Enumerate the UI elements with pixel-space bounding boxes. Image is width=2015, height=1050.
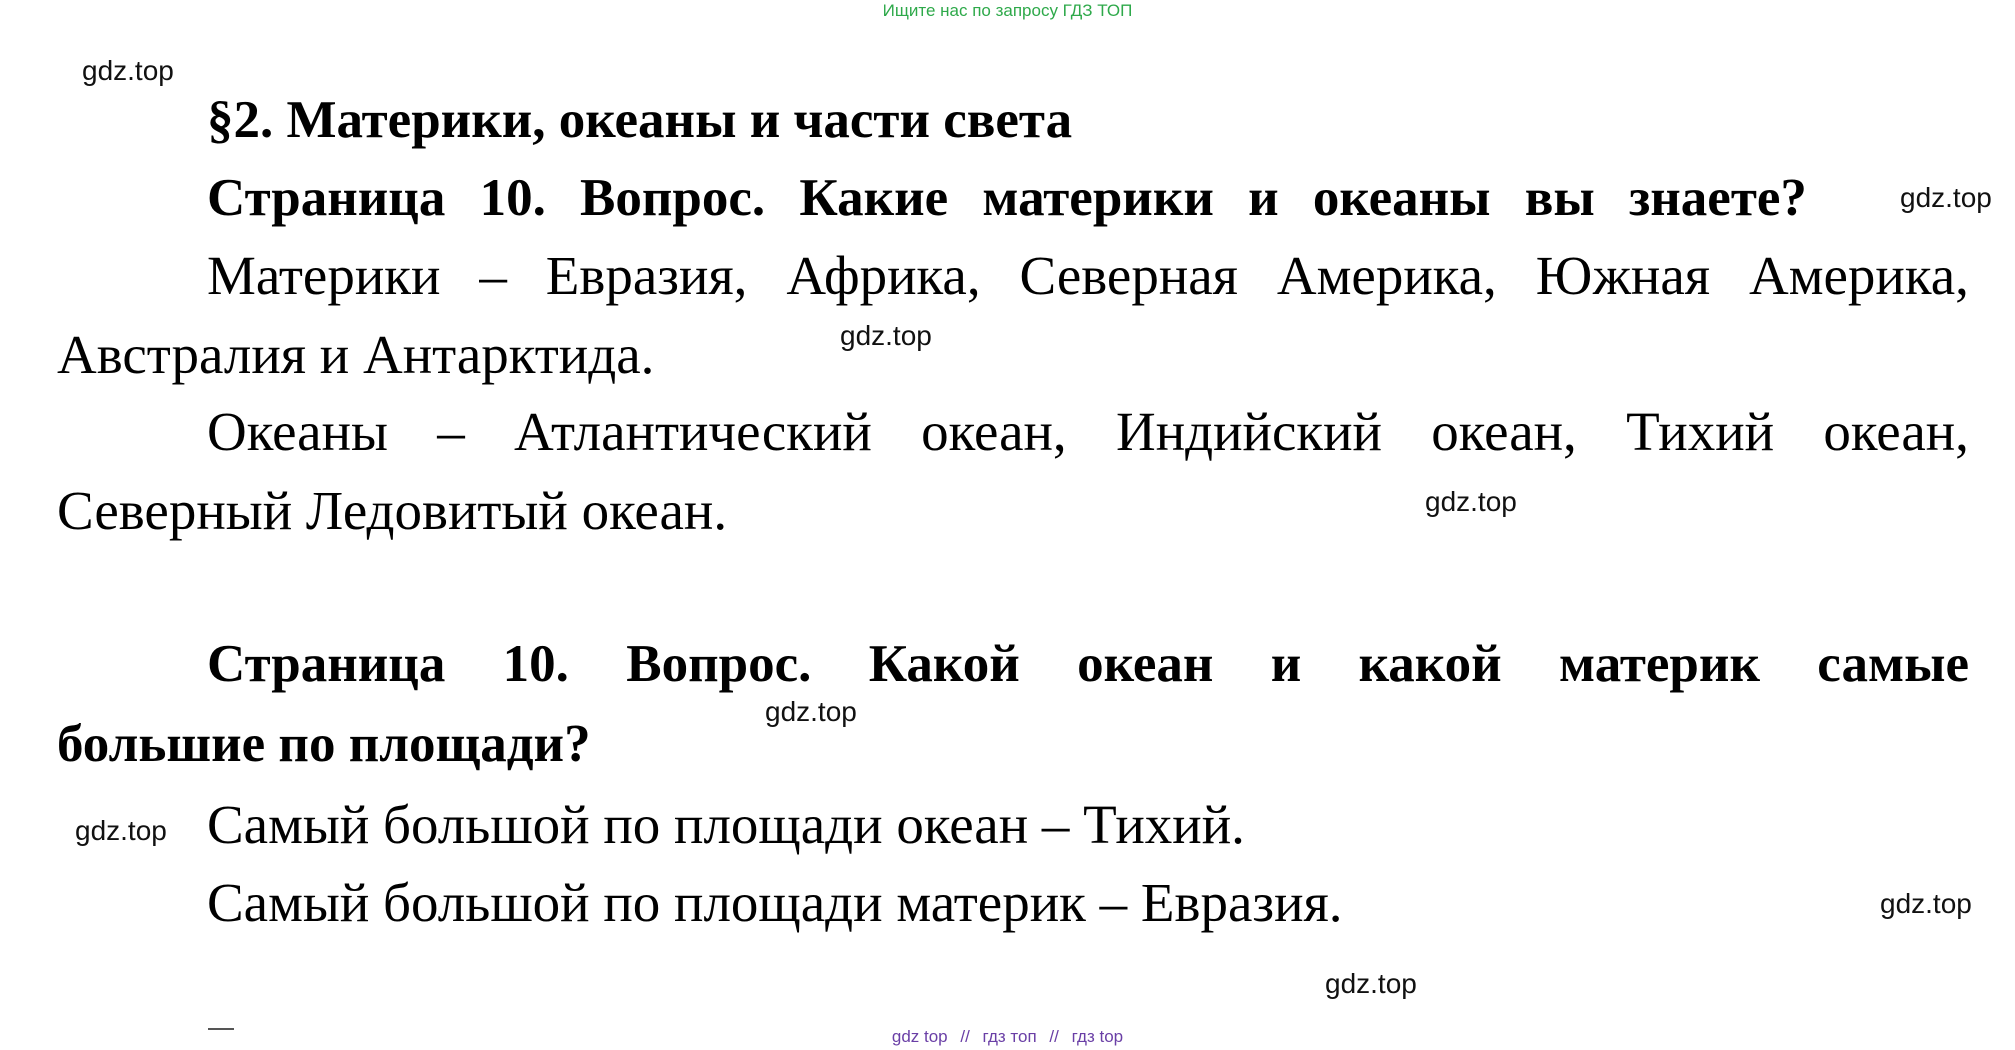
answer-1-line-2: Австралия и Антарктида. [57,324,655,385]
word: Какие [799,169,949,227]
word: – [437,401,465,462]
word: – [479,245,507,306]
word: океаны [1312,169,1491,227]
answer-4: Самый большой по площади материк – Евразия. [207,872,1343,933]
answer-2-line-2: Северный Ледовитый океан. [57,480,728,541]
question-2-title-line-1 [207,635,1969,693]
word: океан [1077,635,1214,693]
word: и [1248,169,1279,227]
word: материк [1559,635,1760,693]
question-1-title [207,169,1807,227]
word: Материки [207,245,441,306]
word: Северная [1019,245,1238,306]
watermark: gdz.top [765,696,857,727]
word: Евразия, [545,245,748,306]
word: Америка, [1748,245,1969,306]
word: знаете? [1628,169,1807,227]
word: 10. [502,635,569,693]
word: Страница [207,635,446,693]
watermark: gdz.top [75,815,167,846]
watermark: gdz.top [82,55,174,86]
bottom-banner [0,1026,2015,1048]
footer-separator: // [1049,1027,1059,1046]
word: Океаны [207,401,388,462]
word: вы [1524,169,1595,227]
word: Америка, [1276,245,1497,306]
word: 10. [479,169,546,227]
word: Вопрос. [626,635,812,693]
watermark: gdz.top [1880,888,1972,919]
word: океан, [1431,401,1577,462]
top-search-banner: Ищите нас по запросу ГДЗ ТОП [882,1,1133,20]
word: Африка, [786,245,981,306]
word: океан, [1823,401,1969,462]
word: Индийский [1115,401,1382,462]
question-2-title-line-2: большие по площади? [57,715,591,773]
word: материки [982,169,1214,227]
watermark: gdz.top [1325,968,1417,999]
word: самые [1817,635,1969,693]
watermark: gdz.top [1425,486,1517,517]
word: какой [1358,635,1502,693]
watermark: gdz.top [840,320,932,351]
watermark: gdz.top [1900,182,1992,213]
word: Какой [868,635,1020,693]
word: Страница [207,169,446,227]
word: и [1270,635,1302,693]
word: Атлантический [514,401,872,462]
word: Южная [1535,245,1711,306]
word: Тихий [1626,401,1775,462]
footer-text: гдз top [1071,1027,1124,1046]
answer-3: Самый большой по площади океан – Тихий. [207,794,1245,855]
footer-text: гдз топ [982,1027,1037,1046]
answer-2-line-1 [207,401,1969,462]
section-title: §2. Материки, океаны и части света [207,91,1073,149]
answer-1-line-1 [207,245,1969,306]
footer-separator: // [960,1027,970,1046]
footer-text: gdz top [891,1027,948,1046]
word: Вопрос. [580,169,766,227]
word: океан, [921,401,1067,462]
